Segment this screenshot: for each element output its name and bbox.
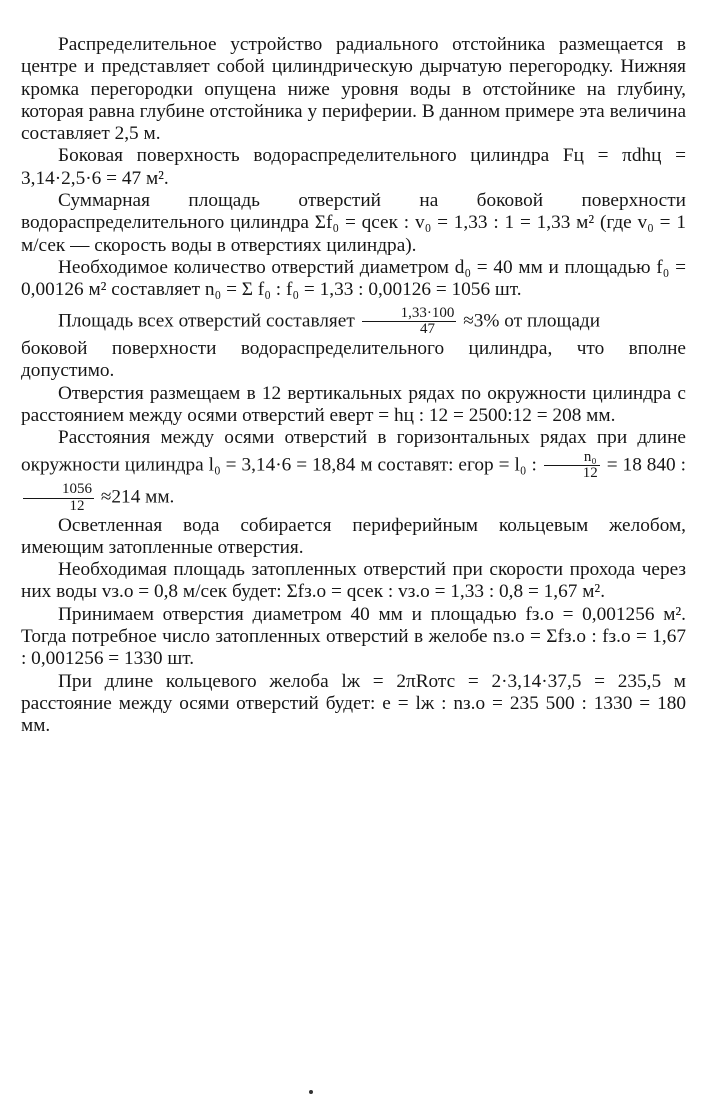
body-text [21, 34, 686, 738]
paragraph: боковой поверхности водораспределительного цилиндра, что вполне допустимо. [21, 338, 686, 382]
horizontal-lead: Расстояния между осями отверстий в горизонтальных рядах при длине окружности цилиндра l₀ = 3,14·6 = 18,84 м составят: eгор = l₀ : [21, 427, 686, 476]
fraction-denominator: 12 [69, 497, 85, 514]
horizontal-fraction-2 [23, 482, 94, 515]
paragraph: Распределительное устройство радиального отстойника размещается в центре и представляет собой цилиндрическую дырчатую перегородку. Нижняя кромка перегородки опущена ниже уровня воды в отстойнике на глубину, которая равна глубине отстойника у периферии. В данном примере эта величина составляет 2,5 м. [21, 34, 686, 145]
paragraph: Принимаем отверстия диаметром 40 мм и площадью fз.о = 0,001256 м². Тогда потребное число затопленных отверстий в желобе nз.о = Σfз.о : fз.о = 1,67 : 0,001256 = 1330 шт. [21, 603, 686, 670]
paragraph: Суммарная площадь отверстий на боковой поверхности водораспределительного цилиндра Σf₀ = qсек : v₀ = 1,33 : 1 = 1,33 м² (где v₀ = 1 м/сек — скорость воды в отверстиях цилиндра). [21, 190, 686, 256]
fraction-denominator: 47 [420, 321, 435, 338]
paragraph: Необходимое количество отверстий диаметром d₀ = 40 мм и площадью f₀ = 0,00126 м² составляет n₀ = Σ f₀ : f₀ = 1,33 : 0,00126 = 1056 шт. [21, 256, 686, 301]
paragraph: Необходимая площадь затопленных отверстий при скорости прохода через них воды vз.о = 0,8 м/сек будет: Σfз.о = qсек : vз.о = 1,33 : 0,8 = 1,67 м². [21, 559, 686, 603]
fraction-numerator: 1056 [23, 482, 94, 499]
horizontal-tail: ≈214 мм. [100, 486, 175, 508]
horizontal-fraction-1 [544, 450, 600, 483]
paragraph: Осветленная вода собирается периферийным кольцевым желобом, имеющим затопленные отверстия. [21, 514, 686, 558]
paragraph-area-ratio [21, 306, 686, 339]
paragraph-horizontal-spacing [21, 427, 686, 514]
area-ratio-result: ≈3% от площади [463, 310, 601, 332]
fraction-numerator: n₀ [544, 450, 600, 467]
area-ratio-fraction [362, 306, 457, 339]
paragraph: Боковая поверхность водораспределительного цилиндра Fц = πdhц = 3,14·2,5·6 = 47 м². [21, 145, 686, 189]
paragraph: Отверстия размещаем в 12 вертикальных рядах по окружности цилиндра с расстоянием между осями отверстий eверт = hц : 12 = 2500:12 = 208 мм. [21, 382, 686, 426]
fraction-numerator: 1,33·100 [362, 306, 457, 323]
horizontal-mid: = 18 840 : [606, 454, 686, 476]
fraction-denominator: 12 [582, 465, 598, 482]
print-speck [309, 1090, 313, 1094]
paragraph: При длине кольцевого желоба lж = 2πRотс = 2·3,14·37,5 = 235,5 м расстояние между осями отверстий будет: e = lж : nз.о = 235 500 : 1330 = 180 мм. [21, 670, 686, 737]
area-ratio-lead: Площадь всех отверстий составляет [58, 310, 355, 332]
